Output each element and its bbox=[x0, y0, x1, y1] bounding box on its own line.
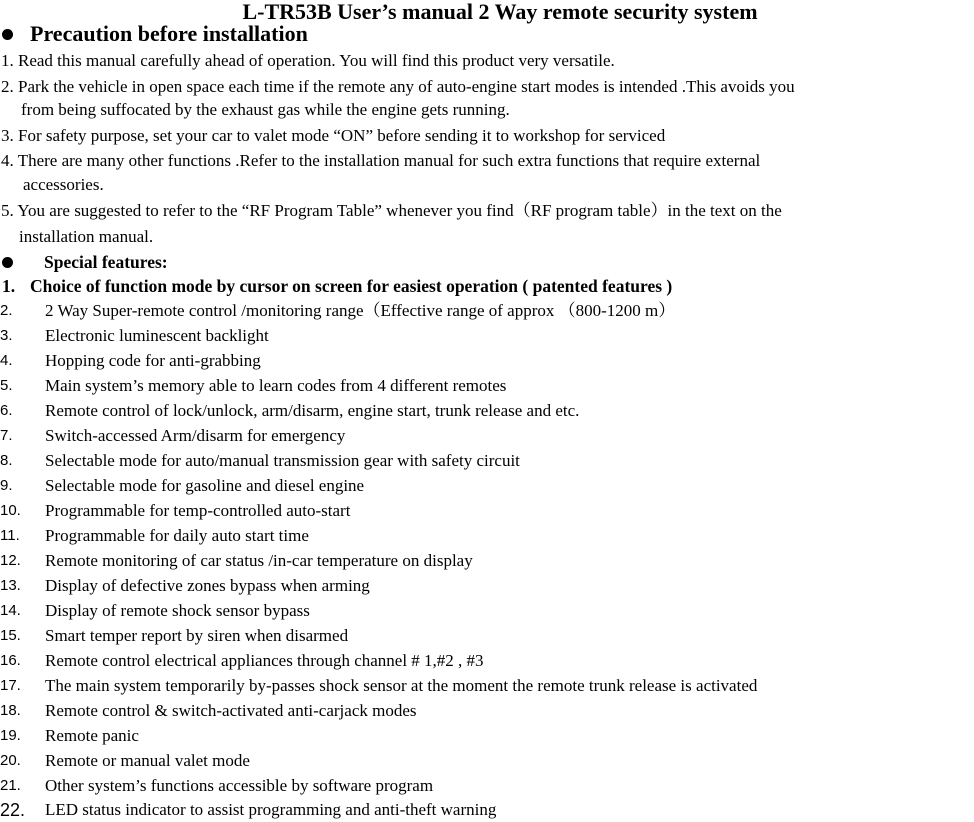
feature-text: Remote panic bbox=[45, 726, 139, 745]
feature-number: 14. bbox=[0, 602, 21, 619]
feature-text: LED status indicator to assist programming and anti-theft warning bbox=[45, 800, 497, 819]
feature-text: 2 Way Super-remote control /monitoring range（Effective range of approx （800-1200 m） bbox=[45, 301, 676, 320]
feature-number: 4. bbox=[0, 352, 13, 369]
feature-text: Remote control of lock/unlock, arm/disarm, engine start, trunk release and etc. bbox=[45, 401, 580, 420]
precaution-heading: Precaution before installation bbox=[30, 21, 308, 46]
feature-text: Smart temper report by siren when disarmed bbox=[45, 626, 349, 645]
feature-text: Programmable for temp-controlled auto-start bbox=[45, 501, 351, 520]
precaution-line: 2. Park the vehicle in open space each time if the remote any of auto-engine start modes is intended .This avoids you bbox=[1, 77, 795, 96]
feature-number: 15. bbox=[0, 627, 21, 644]
feature-text: The main system temporarily by-passes shock sensor at the moment the remote trunk release is activated bbox=[45, 676, 758, 695]
feature-number: 13. bbox=[0, 577, 21, 594]
feature-number: 2. bbox=[0, 302, 13, 319]
feature-text: Hopping code for anti-grabbing bbox=[45, 351, 261, 370]
bullet-icon bbox=[2, 257, 13, 268]
feature-text: Selectable mode for auto/manual transmission gear with safety circuit bbox=[45, 451, 520, 470]
bullet-icon bbox=[2, 29, 13, 40]
feature-number: 6. bbox=[0, 402, 13, 419]
document-title: L-TR53B User’s manual 2 Way remote security system bbox=[242, 0, 758, 24]
feature-number: 17. bbox=[0, 677, 21, 694]
feature-number: 21. bbox=[0, 777, 21, 794]
feature-text: Remote control & switch-activated anti-carjack modes bbox=[45, 701, 417, 720]
precaution-line: 3. For safety purpose, set your car to valet mode “ON” before sending it to workshop for serviced bbox=[1, 126, 666, 145]
feature-text: Choice of function mode by cursor on screen for easiest operation ( patented features ) bbox=[30, 276, 673, 296]
feature-text: Selectable mode for gasoline and diesel engine bbox=[45, 476, 365, 495]
precaution-line: 1. Read this manual carefully ahead of operation. You will find this product very versatile. bbox=[1, 51, 615, 70]
precaution-line: 5. You are suggested to refer to the “RF Program Table” whenever you find（RF program table）in the text on the bbox=[1, 201, 782, 220]
precaution-line: accessories. bbox=[23, 175, 104, 194]
feature-number: 18. bbox=[0, 702, 21, 719]
feature-number: 12. bbox=[0, 552, 21, 569]
feature-number: 20. bbox=[0, 752, 21, 769]
feature-number: 11. bbox=[0, 527, 20, 544]
feature-number: 10. bbox=[0, 502, 21, 519]
feature-number: 1. bbox=[2, 276, 16, 296]
feature-text: Remote monitoring of car status /in-car temperature on display bbox=[45, 551, 473, 570]
feature-text: Display of defective zones bypass when arming bbox=[45, 576, 370, 595]
feature-text: Display of remote shock sensor bypass bbox=[45, 601, 310, 620]
feature-number: 9. bbox=[0, 477, 13, 494]
feature-text: Programmable for daily auto start time bbox=[45, 526, 309, 545]
feature-item bbox=[0, 276, 672, 296]
precaution-line: 4. There are many other functions .Refer to the installation manual for such extra functions that require external bbox=[1, 151, 761, 170]
precaution-line: installation manual. bbox=[19, 227, 154, 246]
feature-number: 7. bbox=[0, 427, 13, 444]
feature-text: Other system’s functions accessible by software program bbox=[45, 776, 434, 795]
feature-number: 22. bbox=[0, 800, 26, 820]
special-features-heading: Special features: bbox=[44, 252, 168, 272]
feature-number: 5. bbox=[0, 377, 13, 394]
feature-text: Electronic luminescent backlight bbox=[45, 326, 269, 345]
feature-number: 3. bbox=[0, 327, 13, 344]
feature-number: 19. bbox=[0, 727, 21, 744]
feature-number: 16. bbox=[0, 652, 21, 669]
feature-text: Remote control electrical appliances through channel # 1,#2 , #3 bbox=[45, 651, 484, 670]
precaution-line: from being suffocated by the exhaust gas while the engine gets running. bbox=[21, 100, 510, 119]
feature-text: Remote or manual valet mode bbox=[45, 751, 250, 770]
feature-text: Switch-accessed Arm/disarm for emergency bbox=[45, 426, 346, 445]
feature-text: Main system’s memory able to learn codes from 4 different remotes bbox=[45, 376, 507, 395]
feature-number: 8. bbox=[0, 452, 13, 469]
